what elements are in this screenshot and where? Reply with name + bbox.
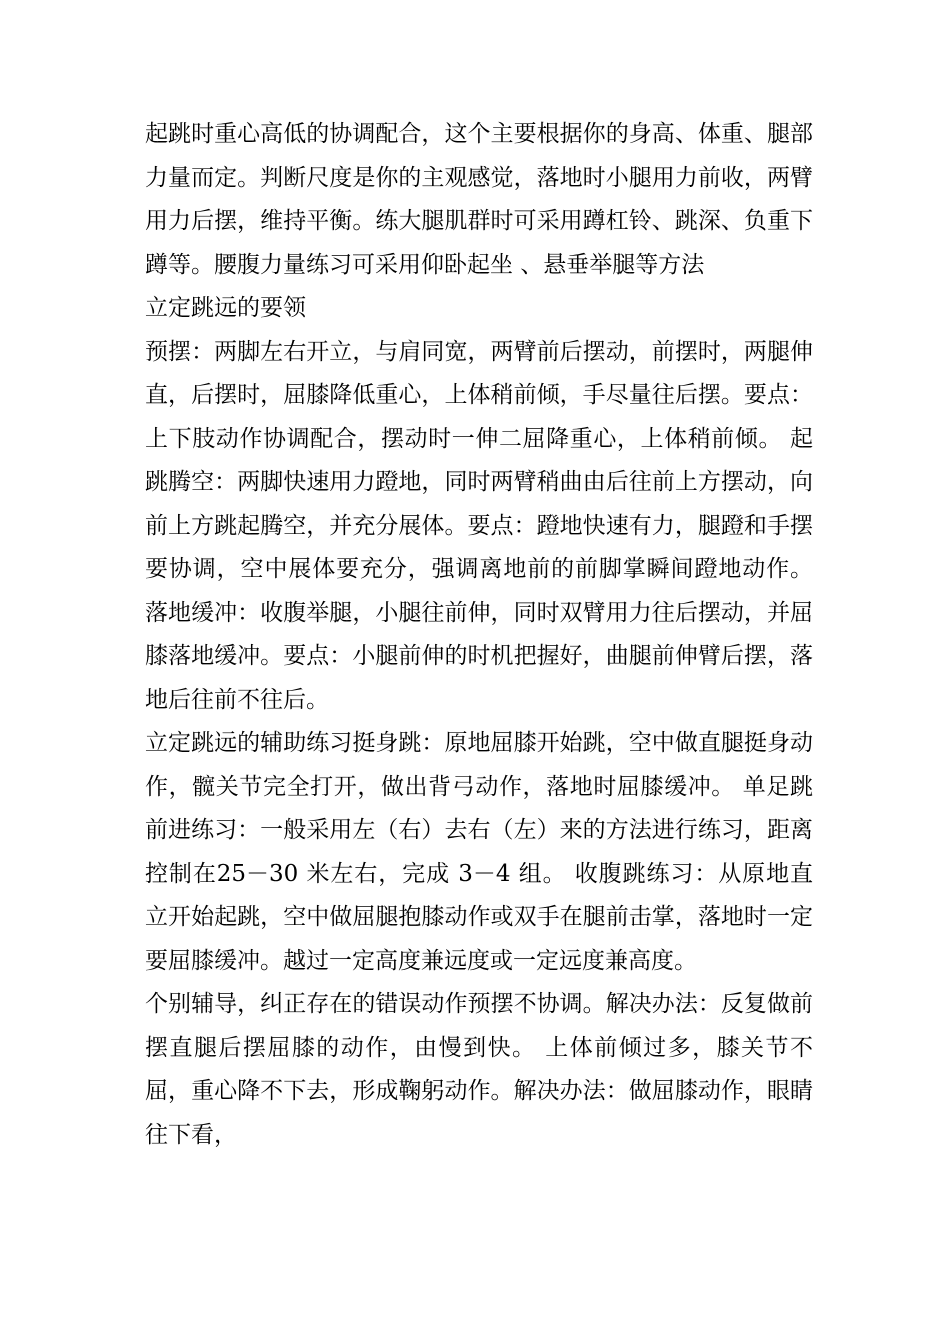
paragraph-jump-coordination: 起跳时重心高低的协调配合，这个主要根据你的身高、体重、腿部力量而定。判断尺度是你的主观感觉，落地时小腿用力前收，两臂用力后摆，维持平衡。练大腿肌群时可采用蹲杠铃、跳深、负重下蹲等。腰腹力量练习可采用仰卧起坐 、悬垂举腿等方法 [145,121,813,278]
paragraph-individual-coaching: 个别辅导，纠正存在的错误动作预摆不协调。解决办法：反复做前摆直腿后摆屈膝的动作，由慢到快。 上体前倾过多，膝关节不屈，重心降不下去，形成鞠躬动作。解决办法：做屈膝动作，眼睛往下看， [145,991,813,1148]
section-heading-standing-long-jump: 立定跳远的要领 [145,295,306,321]
paragraph-technique-essentials: 预摆：两脚左右开立，与肩同宽，两臂前后摆动，前摆时，两腿伸直，后摆时，屈膝降低重心，上体稍前倾，手尽量往后摆。要点：上下肢动作协调配合，摆动时一伸二屈降重心，上体稍前倾。 起跳腾空：两脚快速用力蹬地，同时两臂稍曲由后往前上方摆动，向前上方跳起腾空，并充分展体。要点：蹬地快速有力，腿蹬和手摆要协调，空中展体要充分，强调离地前的前脚掌瞬间蹬地动作。 落地缓冲：收腹举腿，小腿往前伸，同时双臂用力往后摆动，并屈膝落地缓冲。要点：小腿前伸的时机把握好，曲腿前伸臂后摆，落地后往前不往后。 [145,338,813,713]
paragraph-auxiliary-exercises: 立定跳远的辅助练习挺身跳：原地屈膝开始跳，空中做直腿挺身动作，髋关节完全打开，做出背弓动作，落地时屈膝缓冲。 单足跳前进练习：一般采用左（右）去右（左）来的方法进行练习，距离控制在25－30 米左右，完成 3－4 组。 收腹跳练习：从原地直立开始起跳，空中做屈腿抱膝动作或双手在腿前击掌，落地时一定要屈膝缓冲。越过一定高度兼远度或一定远度兼高度。 [145,730,813,974]
document-body [145,113,813,1157]
